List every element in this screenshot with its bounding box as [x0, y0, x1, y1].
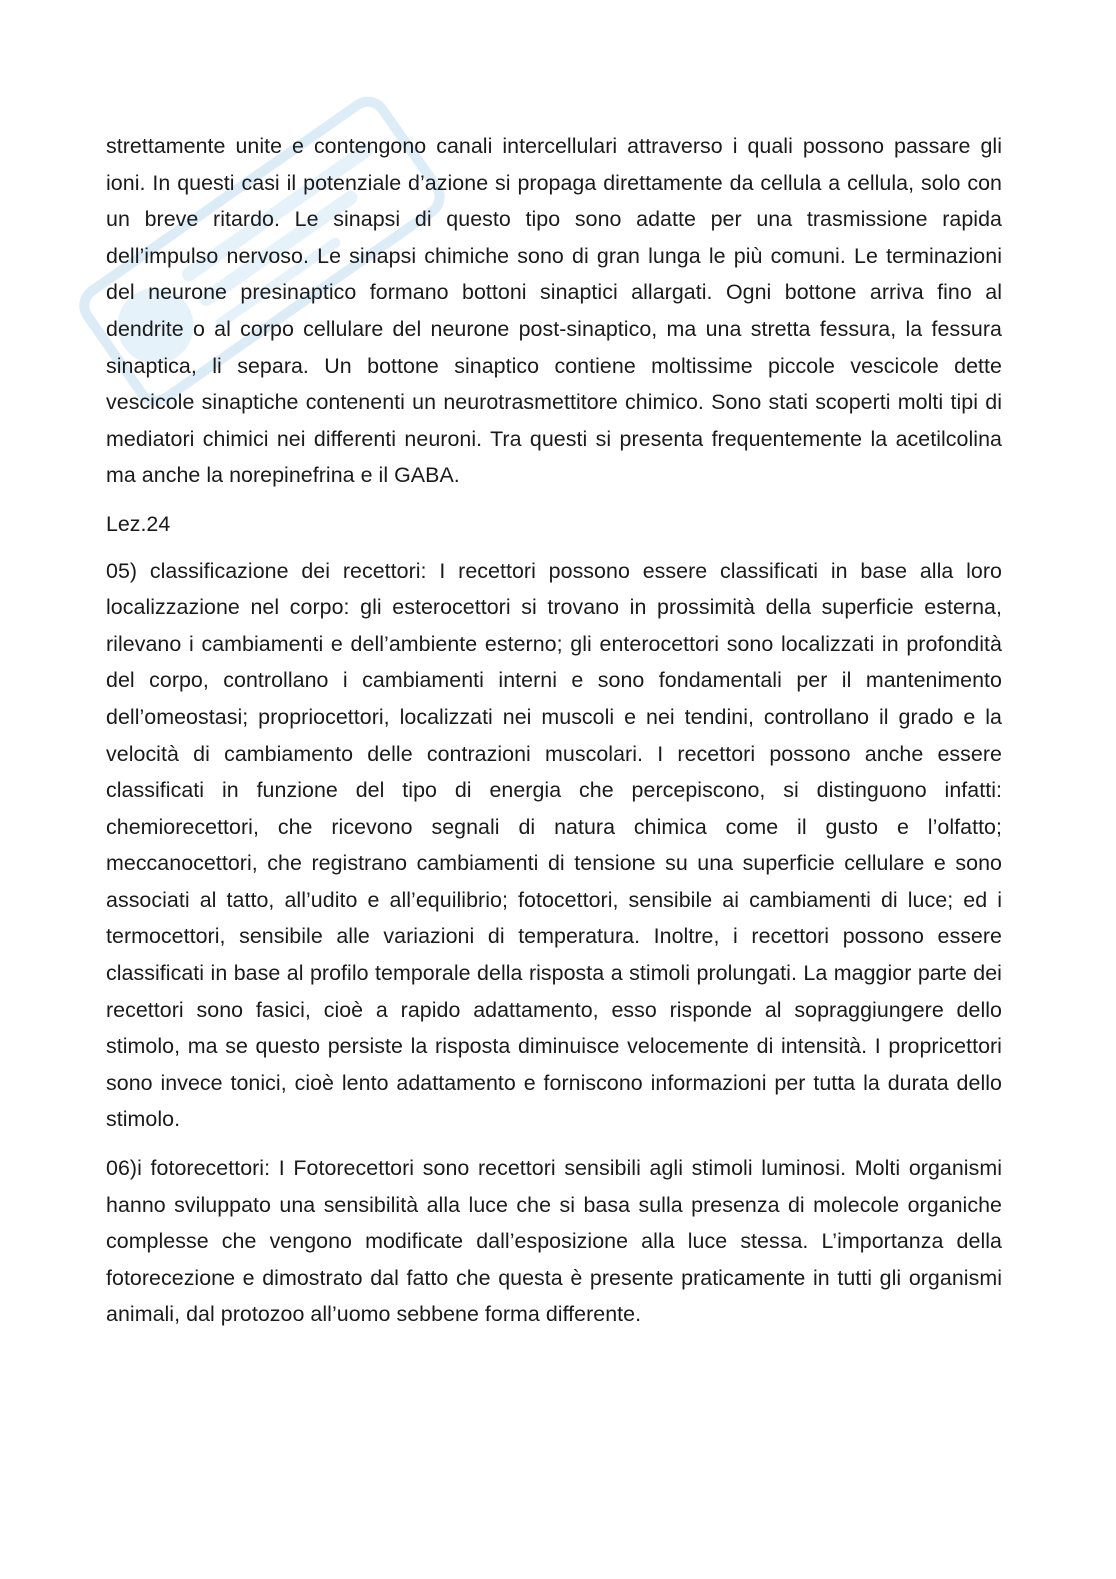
paragraph-receptor-classification: 05) classificazione dei recettori: I recettori possono essere classificati in base alla loro localizzazione nel corpo: gli esterocettori si trovano in prossimità della superficie esterna, rilevano i cambiamenti e dell’ambiente esterno; gli enterocettori sono localizzati in profondità del corpo, controllano i cambiamenti interni e sono fondamentali per il mantenimento dell’omeostasi; propriocettori, localizzati nei muscoli e nei tendini, controllano il grado e la velocità di cambiamento delle contrazioni muscolari. I recettori possono anche essere classificati in funzione del tipo di energia che percepiscono, si distinguono infatti: chemiorecettori, che ricevono segnali di natura chimica come il gusto e l’olfatto; meccanocettori, che registrano cambiamenti di tensione su una superficie cellulare e sono associati al tatto, all’udito e all’equilibrio; fotocettori, sensibile ai cambiamenti di luce; ed i termocettori, sensibile alle variazioni di temperatura. Inoltre, i recettori possono essere classificati in base al profilo temporale della risposta a stimoli prolungati. La maggior parte dei recettori sono fasici, cioè a rapido adattamento, esso risponde al sopraggiungere dello stimolo, ma se questo persiste la risposta diminuisce velocemente di intensità. I propricettori sono invece tonici, cioè lento adattamento e forniscono informazioni per tutta la durata dello stimolo.	[106, 558, 1002, 1132]
lesson-heading: Lez.24	[106, 511, 171, 536]
paragraph-synapses: strettamente unite e contengono canali intercellulari attraverso i quali possono passare gli ioni. In questi casi il potenziale d’azione si propaga direttamente da cellula a cellula, solo con un breve ritardo. Le sinapsi di questo tipo sono adatte per una trasmissione rapida dell’impulso nervoso. Le sinapsi chimiche sono di gran lunga le più comuni. Le terminazioni del neurone presinaptico formano bottoni sinaptici allargati. Ogni bottone arriva fino al dendrite o al corpo cellulare del neurone post-sinaptico, ma una stretta fessura, la fessura sinaptica, li separa. Un bottone sinaptico contiene moltissime piccole vescicole dette vescicole sinaptiche contenenti un neurotrasmettitore chimico. Sono stati scoperti molti tipi di mediatori chimici nei differenti neuroni. Tra questi si presenta frequentemente la acetilcolina ma anche la norepinefrina e il GABA.	[106, 134, 1002, 488]
document-page	[106, 128, 1002, 1333]
paragraph-photoreceptors: 06)i fotorecettori: I Fotorecettori sono recettori sensibili agli stimoli luminosi. Molti organismi hanno sviluppato una sensibilità alla luce che si basa sulla presenza di molecole organiche complesse che vengono modificate dall’esposizione alla luce stessa. L’importanza della fotorecezione e dimostrato dal fatto che questa è presente praticamente in tutti gli organismi animali, dal protozoo all’uomo sebbene forma differente.	[106, 1156, 1002, 1327]
